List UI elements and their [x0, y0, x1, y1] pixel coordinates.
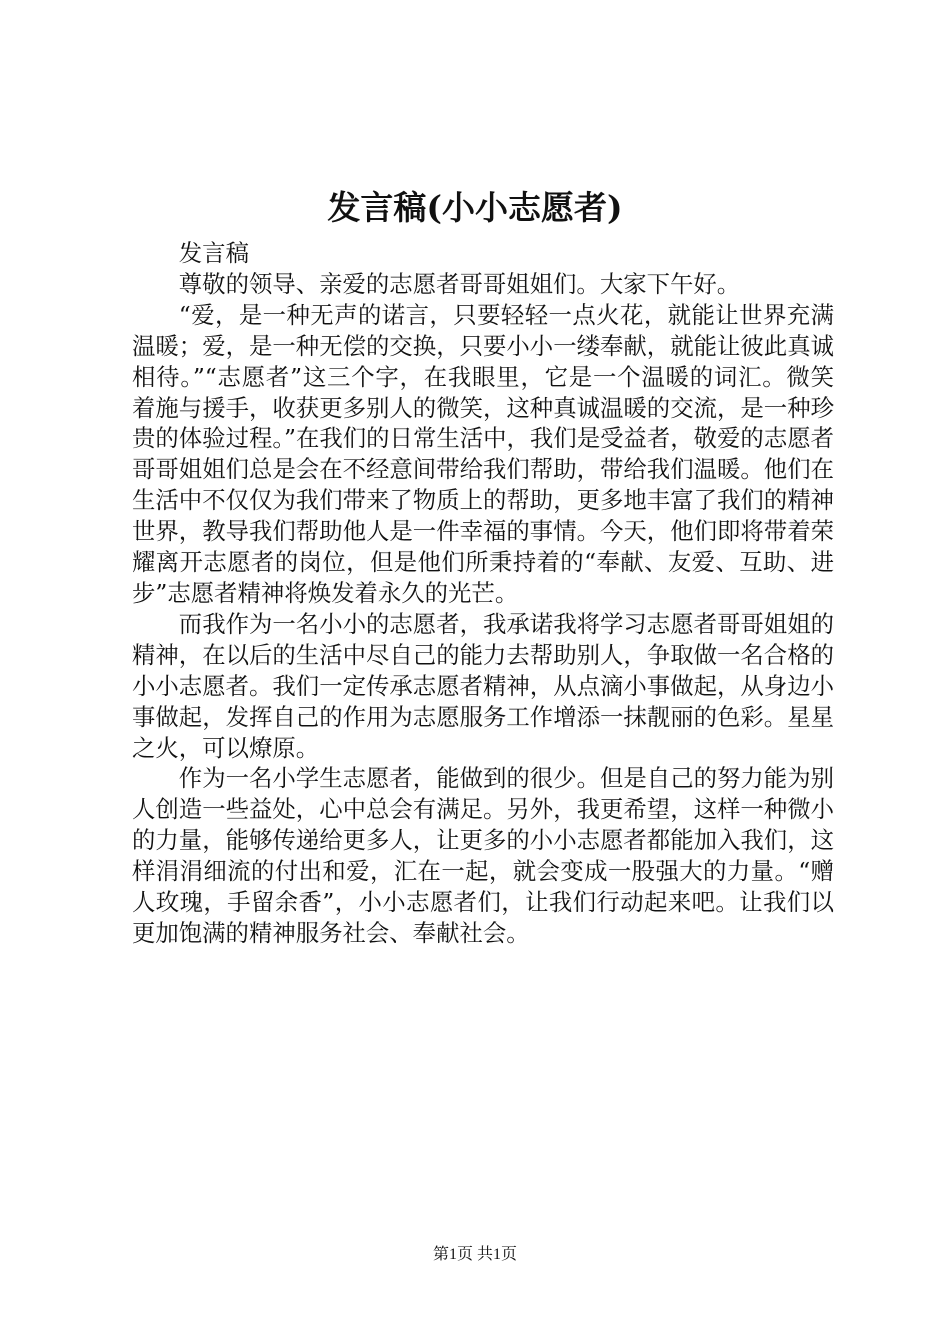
document-body — [132, 238, 834, 949]
paragraph-3: 作为一名小学生志愿者，能做到的很少。但是自己的努力能为别人创造一些益处，心中总会有满足。另外，我更希望，这样一种微小的力量，能够传递给更多人，让更多的小小志愿者都能加入我们，这样涓涓细流的付出和爱，汇在一起，就会变成一股强大的力量。“赠人玫瑰，手留余香”，小小志愿者们，让我们行动起来吧。让我们以更加饱满的精神服务社会、奉献社会。 — [132, 764, 834, 947]
page-footer: 第1页 共1页 — [432, 1246, 517, 1263]
paragraph-greeting: 尊敬的领导、亲爱的志愿者哥哥姐姐们。大家下午好。 — [178, 269, 741, 298]
document-title: 发言稿(小小志愿者) — [327, 188, 623, 227]
paragraph-heading: 发言稿 — [178, 239, 249, 267]
paragraph-1: “爱，是一种无声的诺言，只要轻轻一点火花，就能让世界充满温暖；爱，是一种无偿的交换，只要小小一缕奉献，就能让彼此真诚相待。”“志愿者”这三个字，在我眼里，它是一个温暖的词汇。微笑着施与援手，收获更多别人的微笑，这种真诚温暖的交流，是一种珍贵的体验过程。”在我们的日常生活中，我们是受益者，敬爱的志愿者哥哥姐姐们总是会在不经意间带给我们帮助，带给我们温暖。他们在生活中不仅仅为我们带来了物质上的帮助，更多地丰富了我们的精神世界，教导我们帮助他人是一件幸福的事情。今天，他们即将带着荣耀离开志愿者的岗位，但是他们所秉持着的“奉献、友爱、互助、进步”志愿者精神将焕发着永久的光芒。 — [132, 300, 834, 607]
paragraph-2: 而我作为一名小小的志愿者，我承诺我将学习志愿者哥哥姐姐的精神，在以后的生活中尽自己的能力去帮助别人，争取做一名合格的小小志愿者。我们一定传承志愿者精神，从点滴小事做起，从身边小事做起，发挥自己的作用为志愿服务工作增添一抹靓丽的色彩。星星之火，可以燎原。 — [132, 609, 834, 762]
